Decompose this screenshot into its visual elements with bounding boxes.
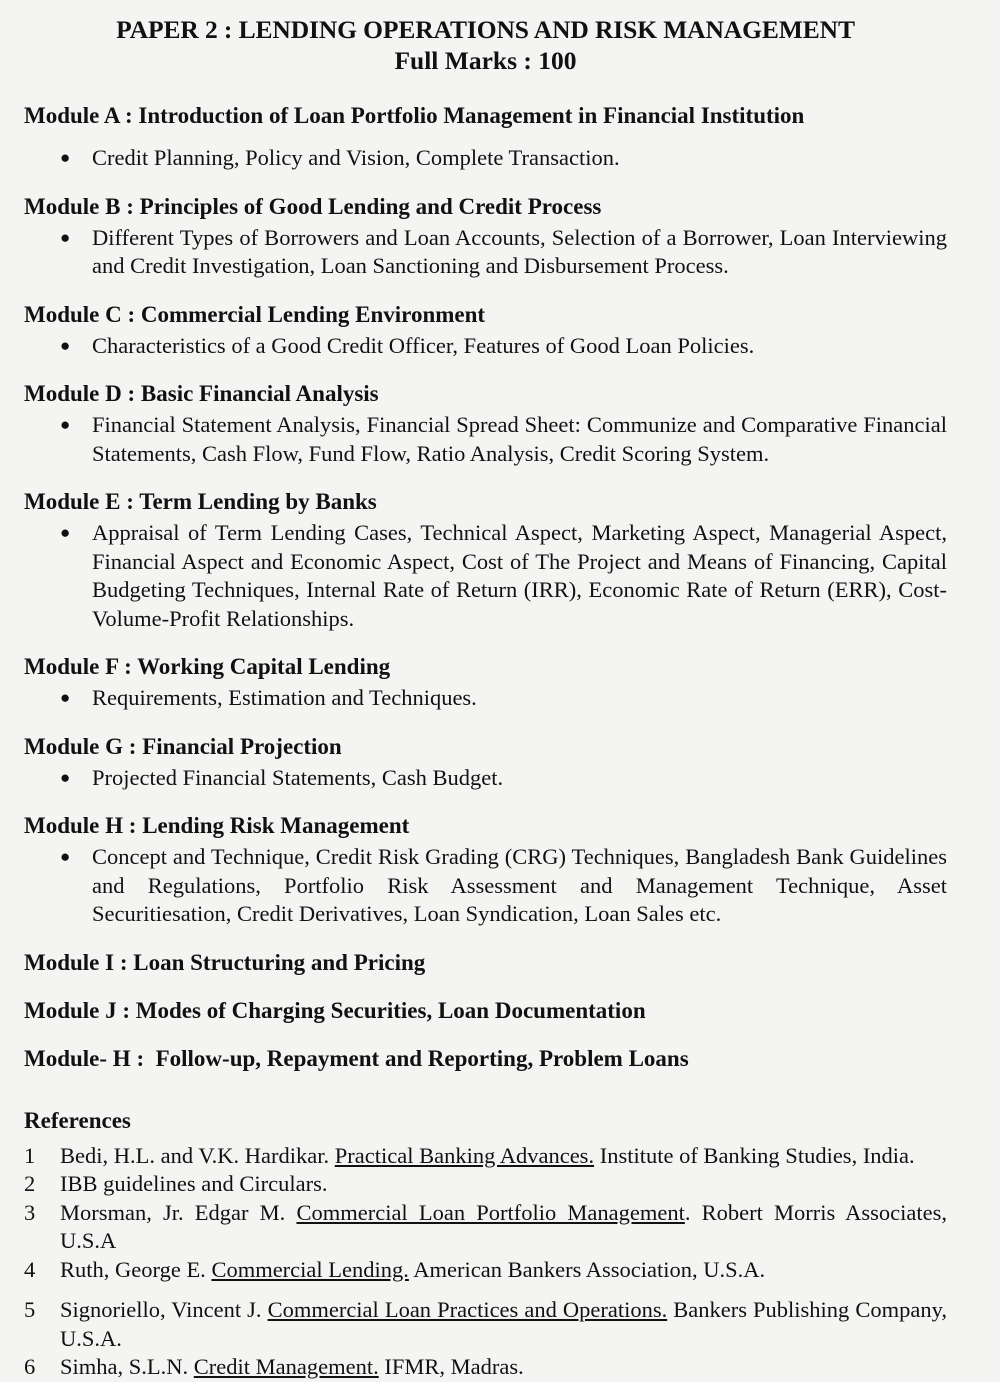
- reference-publisher: IFMR, Madras.: [378, 1354, 524, 1379]
- module-bullet-list: [24, 411, 947, 468]
- module-heading: Module C : Commercial Lending Environment: [24, 301, 486, 327]
- spacer: [24, 173, 947, 193]
- module-heading: Module G : Financial Projection: [24, 733, 342, 759]
- bullet-icon: ●: [60, 523, 71, 542]
- modules-container: [24, 102, 947, 1093]
- list-item-text: Requirements, Estimation and Techniques.: [92, 685, 477, 710]
- list-item: [24, 764, 947, 793]
- bullet-icon: ●: [60, 767, 71, 787]
- module-heading: Module- H : Follow-up, Repayment and Reporting, Problem Loans: [24, 1045, 689, 1071]
- reference-author: Morsman, Jr. Edgar M.: [60, 1199, 297, 1225]
- reference-author: Simha, S.L.N.: [60, 1354, 194, 1379]
- bullet-icon: ●: [60, 335, 71, 355]
- spacer: [24, 130, 947, 144]
- reference-number: 1: [24, 1142, 36, 1168]
- reference-number: 3: [24, 1199, 36, 1225]
- list-item: [24, 411, 947, 468]
- module-heading: Module J : Modes of Charging Securities, Loan Documentation: [24, 997, 646, 1023]
- reference-title: Commercial Loan Practices and Operations.: [267, 1297, 668, 1322]
- reference-item: [24, 1199, 947, 1256]
- list-item: [24, 843, 947, 929]
- spacer: [24, 1025, 947, 1045]
- reference-author: IBB guidelines and Circulars.: [60, 1171, 328, 1196]
- list-item-text: Appraisal of Term Lending Cases, Technical Aspect, Marketing Aspect, Managerial Aspect, Financial Aspect and Economic Aspect, Cost of The Project and Means of Financing, Capital Budgeting Techniques, Internal Rate of Return (IRR), Economic Rate of Return (ERR), Cost-Volume-Profit Relationships.: [92, 520, 947, 631]
- reference-author: Bedi, H.L. and V.K. Hardikar.: [60, 1142, 335, 1168]
- bullet-icon: ●: [60, 688, 71, 707]
- reference-title: Commercial Loan Portfolio Management: [296, 1199, 685, 1225]
- reference-item: [24, 1142, 947, 1171]
- module-heading: Module E : Term Lending by Banks: [24, 489, 377, 514]
- spacer: [24, 1073, 947, 1093]
- spacer: [24, 1093, 947, 1107]
- module-bullet-list: [24, 144, 947, 173]
- spacer: [24, 929, 947, 949]
- reference-publisher: Institute of Banking Studies, India.: [594, 1142, 915, 1168]
- list-item-text: Different Types of Borrowers and Loan Accounts, Selection of a Borrower, Loan Interviewing and Credit Investigation, Loan Sanctioning and Disbursement Process.: [92, 224, 947, 278]
- list-item: [24, 684, 947, 713]
- bullet-icon: ●: [60, 148, 71, 167]
- list-item: [24, 332, 947, 361]
- spacer: [24, 281, 947, 301]
- spacer: [24, 977, 947, 997]
- bullet-icon: ●: [60, 847, 71, 866]
- list-item: [24, 519, 947, 633]
- reference-title: Practical Banking Advances.: [334, 1142, 595, 1168]
- reference-author: Signoriello, Vincent J.: [60, 1297, 268, 1322]
- module-bullet-list: [24, 332, 947, 361]
- module-heading: Module B : Principles of Good Lending and Credit Process: [24, 193, 602, 219]
- module-bullet-list: [24, 684, 947, 713]
- spacer: [24, 1135, 947, 1142]
- reference-title: Credit Management.: [193, 1354, 379, 1379]
- reference-title: Commercial Lending.: [211, 1256, 409, 1282]
- module-heading: Module H : Lending Risk Management: [24, 813, 410, 838]
- module-bullet-list: [24, 843, 947, 929]
- page-subtitle: Full Marks : 100: [394, 46, 577, 75]
- spacer: [24, 792, 947, 812]
- spacer: [24, 468, 947, 488]
- reference-publisher: . Robert Morris Associates, U.S.A: [60, 1199, 948, 1253]
- page-title: PAPER 2 : LENDING OPERATIONS AND RISK MANAGEMENT: [116, 15, 855, 44]
- list-item-text: Financial Statement Analysis, Financial Spread Sheet: Communize and Comparative Financial Statements, Cash Flow, Fund Flow, Ratio Analysis, Credit Scoring System.: [92, 412, 947, 466]
- reference-item: [24, 1170, 947, 1199]
- bullet-icon: ●: [60, 415, 71, 434]
- reference-number: 2: [24, 1171, 36, 1196]
- reference-number: 4: [24, 1256, 36, 1282]
- bullet-icon: ●: [60, 227, 71, 247]
- module-heading: Module D : Basic Financial Analysis: [24, 381, 379, 406]
- module-heading: Module F : Working Capital Lending: [24, 654, 391, 679]
- module-heading: Module A : Introduction of Loan Portfolio Management in Financial Institution: [24, 103, 805, 128]
- references-list: [24, 1142, 947, 1382]
- spacer: [24, 633, 947, 653]
- reference-item: [24, 1353, 947, 1382]
- references-heading: References: [24, 1107, 131, 1133]
- reference-author: Ruth, George E.: [60, 1256, 212, 1282]
- list-item-text: Concept and Technique, Credit Risk Grading (CRG) Techniques, Bangladesh Bank Guidelines and Regulations, Portfolio Risk Assessment and Management Technique, Asset Securitiesation, Credit Derivatives, Loan Syndication, Loan Sales etc.: [92, 844, 947, 926]
- spacer: [24, 713, 947, 733]
- reference-item: [24, 1256, 947, 1285]
- module-bullet-list: [24, 519, 947, 633]
- reference-item: [24, 1296, 947, 1353]
- reference-number: 6: [24, 1354, 36, 1379]
- list-item-text: Projected Financial Statements, Cash Budget.: [92, 764, 504, 790]
- list-item-text: Characteristics of a Good Credit Officer, Features of Good Loan Policies.: [92, 332, 755, 358]
- list-item: [24, 224, 947, 281]
- list-item-text: Credit Planning, Policy and Vision, Complete Transaction.: [92, 145, 620, 170]
- module-heading: Module I : Loan Structuring and Pricing: [24, 949, 426, 975]
- reference-publisher: American Bankers Association, U.S.A.: [408, 1256, 766, 1282]
- module-bullet-list: [24, 224, 947, 281]
- reference-publisher: Bankers Publishing Company, U.S.A.: [60, 1297, 947, 1351]
- list-item: [24, 144, 947, 173]
- spacer: [24, 360, 947, 380]
- module-bullet-list: [24, 764, 947, 793]
- reference-number: 5: [24, 1297, 36, 1322]
